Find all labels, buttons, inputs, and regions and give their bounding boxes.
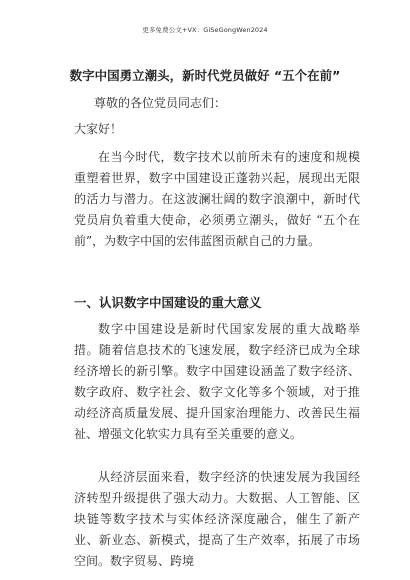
salutation: 尊敬的各位党员同志们： [94,96,227,110]
body-paragraph-2: 从经济层面来看，数字经济的快速发展为我国经济转型升级提供了强大动力。大数据、人工智能、区块链等数字技术与实体经济深度融合，催生了新产业、新业态、新模式，提高了生产效率，拓展了市场空间。数字贸易、跨境 [74,470,360,568]
section-heading: 一、认识数字中国建设的重大意义 [74,295,262,310]
document-title: 数字中国勇立潮头，新时代党员做好 “五个在前” [69,68,341,83]
header-note: 更多免费公文+VX：GiSeGongWen2024 [142,26,268,34]
body-paragraph-1: 数字中国建设是新时代国家发展的重大战略举措。随着信息技术的飞速发展，数字经济已成为全球经济增长的新引擎。数字中国建设涵盖了数字经济、数字政府、数字社会、数字文化等多个领域，对于推动经济高质量发展、提升国家治理能力、改善民生福祉、增强文化软实力具有至关重要的意义。 [74,322,360,441]
intro-paragraph: 在当今时代，数字技术以前所未有的速度和规模重塑着世界，数字中国建设正蓬勃兴起，展现出无限的活力与潜力。在这波澜壮阔的数字浪潮中，新时代党员肩负着重大使命，必须勇立潮头，做好 “五个在前”，为数字中国的宏伟蓝图贡献自己的力量。 [74,150,360,248]
greeting: 大家好！ [74,122,123,136]
